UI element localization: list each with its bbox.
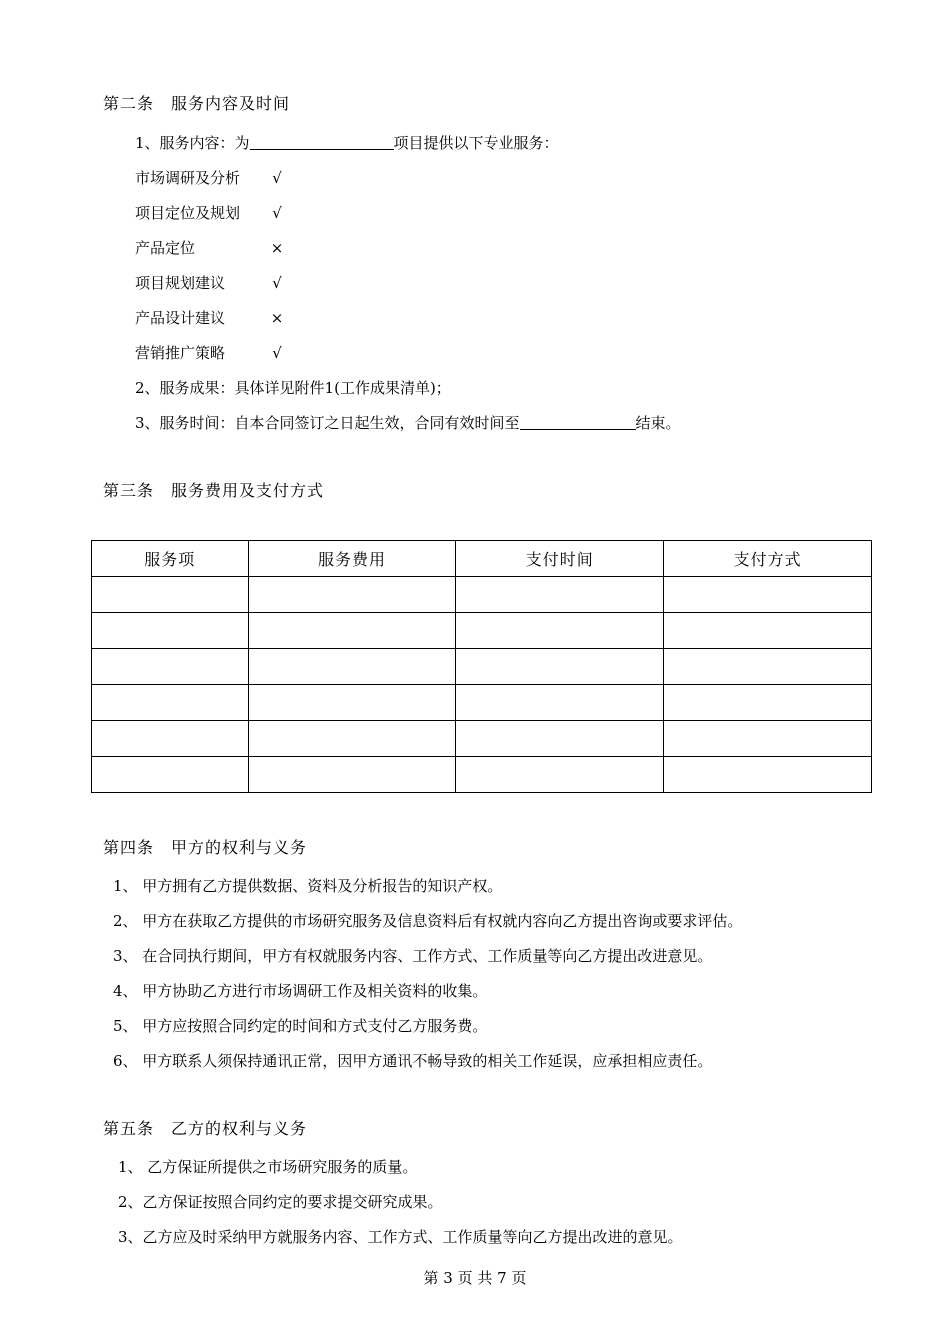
list-item: 3、乙方应及时采纳甲方就服务内容、工作方式、工作质量等向乙方提出改进的意见。 [118, 1228, 683, 1246]
table-cell[interactable] [456, 721, 664, 757]
check-mark-icon: √ [272, 344, 282, 362]
header-payment-time: 支付时间 [456, 541, 664, 577]
item1-suffix: 项目提供以下专业服务： [393, 134, 559, 152]
item1-prefix: 1、服务内容：为 [135, 134, 250, 152]
table-cell[interactable] [456, 613, 664, 649]
table-cell[interactable] [248, 649, 456, 685]
cross-mark-icon: × [270, 239, 284, 257]
table-cell[interactable] [664, 757, 872, 793]
end-date-blank[interactable] [520, 414, 636, 430]
service-item: 产品设计建议 [135, 309, 226, 327]
table-cell[interactable] [248, 685, 456, 721]
table-cell[interactable] [248, 721, 456, 757]
list-item: 1、 乙方保证所提供之市场研究服务的质量。 [118, 1158, 418, 1176]
table-cell[interactable] [456, 649, 664, 685]
project-name-blank[interactable] [250, 134, 394, 150]
list-item: 1、 甲方拥有乙方提供数据、资料及分析报告的知识产权。 [113, 877, 503, 895]
article3-title: 第三条 服务费用及支付方式 [103, 481, 325, 500]
article5-title: 第五条 乙方的权利与义务 [103, 1119, 308, 1138]
service-item: 市场调研及分析 [135, 169, 241, 187]
table-cell[interactable] [664, 685, 872, 721]
fee-table [91, 540, 872, 793]
page-number: 第 3 页 共 7 页 [423, 1269, 527, 1287]
table-cell[interactable] [248, 613, 456, 649]
header-service-item: 服务项 [92, 541, 249, 577]
table-cell[interactable] [456, 577, 664, 613]
article2-item3 [135, 413, 681, 433]
list-item: 4、 甲方协助乙方进行市场调研工作及相关资料的收集。 [113, 982, 488, 1000]
table-header-row [92, 541, 872, 577]
table-cell[interactable] [456, 757, 664, 793]
list-item: 2、 甲方在获取乙方提供的市场研究服务及信息资料后有权就内容向乙方提出咨询或要求评估。 [113, 912, 743, 930]
article4-title: 第四条 甲方的权利与义务 [103, 838, 308, 857]
list-item: 2、乙方保证按照合同约定的要求提交研究成果。 [118, 1193, 443, 1211]
table-cell[interactable] [92, 577, 249, 613]
cross-mark-icon: × [270, 309, 284, 327]
table-cell[interactable] [248, 757, 456, 793]
table-row [92, 721, 872, 757]
article2-title: 第二条 服务内容及时间 [103, 94, 291, 113]
table-row [92, 757, 872, 793]
table-cell[interactable] [92, 721, 249, 757]
table-row [92, 613, 872, 649]
service-item: 产品定位 [135, 239, 196, 257]
header-service-fee: 服务费用 [248, 541, 456, 577]
check-mark-icon: √ [272, 274, 282, 292]
service-item: 项目规划建议 [135, 274, 226, 292]
table-cell[interactable] [92, 649, 249, 685]
table-cell[interactable] [664, 577, 872, 613]
check-mark-icon: √ [272, 204, 282, 222]
table-row [92, 649, 872, 685]
table-row [92, 685, 872, 721]
item3-prefix: 3、服务时间：自本合同签订之日起生效，合同有效时间至 [135, 414, 520, 432]
list-item: 5、 甲方应按照合同约定的时间和方式支付乙方服务费。 [113, 1017, 488, 1035]
table-cell[interactable] [664, 721, 872, 757]
article2-item2: 2、服务成果：具体详见附件1(工作成果清单)； [135, 379, 451, 397]
service-item: 项目定位及规划 [135, 204, 241, 222]
list-item: 6、 甲方联系人须保持通讯正常，因甲方通讯不畅导致的相关工作延误，应承担相应责任。 [113, 1052, 713, 1070]
table-cell[interactable] [456, 685, 664, 721]
item3-suffix: 结束。 [635, 414, 681, 432]
check-mark-icon: √ [272, 169, 282, 187]
table-cell[interactable] [664, 613, 872, 649]
table-cell[interactable] [248, 577, 456, 613]
table-row [92, 577, 872, 613]
article2-item1 [135, 133, 559, 153]
service-item: 营销推广策略 [135, 344, 226, 362]
table-cell[interactable] [92, 613, 249, 649]
table-cell[interactable] [664, 649, 872, 685]
table-cell[interactable] [92, 757, 249, 793]
list-item: 3、 在合同执行期间，甲方有权就服务内容、工作方式、工作质量等向乙方提出改进意见。 [113, 947, 713, 965]
header-payment-method: 支付方式 [664, 541, 872, 577]
table-cell[interactable] [92, 685, 249, 721]
